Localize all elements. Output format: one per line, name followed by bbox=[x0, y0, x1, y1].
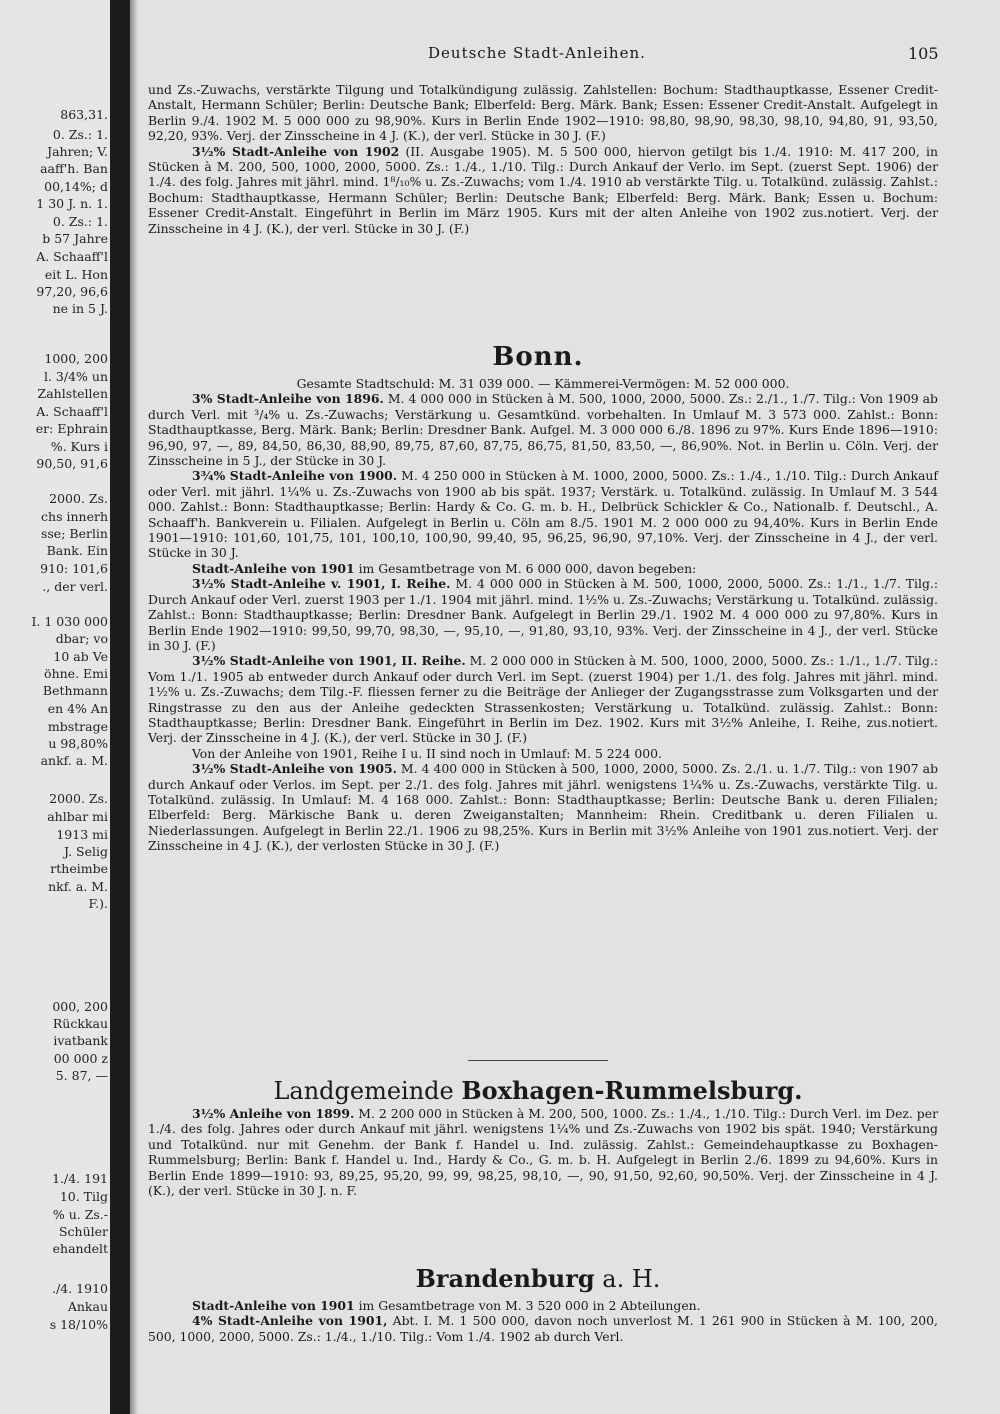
margin-fragment: ankf. a. M. bbox=[40, 753, 108, 768]
paragraph: 3½% Stadt-Anleihe von 1905. M. 4 400 000 in Stücken à 500, 1000, 2000, 5000. Zs. 2./1. u. 1./7. Tilg.: von 1907 ab durch Ankauf oder Verlos. im Sept. per 2./1. des folg. Jahres mit jährl. wenigstens 1¼% u. Zs.-Zuwachs, verstärkte Tilg. u. Totalkünd. zulässig. In Umlauf: M. 4 168 000. Zahlst.: Bonn: Stadthauptkasse; Berlin: Deutsche Bank u. deren Filialen; Elberfeld: Berg. Märkische Bank u. deren Zweiganstalten; Mannheim: Rhein. Creditbank u. deren Filialen u. Niederlassungen. Aufgelegt in Berlin 22./1. 1906 zu 98,25%. Kurs in Berlin mit 3½% Anleihe von 1901 zus.notiert. Verj. der Zinsscheine in 4 J. (K.), der verlosten Stücke in 30 J. (F.) bbox=[148, 761, 938, 854]
paragraph: Von der Anleihe von 1901, Reihe I u. II sind noch in Umlauf: M. 5 224 000. bbox=[192, 745, 662, 761]
margin-fragment: mbstrage bbox=[47, 719, 108, 734]
margin-fragment: ne in 5 J. bbox=[52, 301, 108, 316]
section-divider bbox=[468, 1060, 608, 1061]
margin-fragment: ivatbank bbox=[53, 1033, 108, 1048]
section-heading-brandenburg: Brandenburg a. H. bbox=[415, 1264, 661, 1293]
margin-fragment: ahlbar mi bbox=[47, 809, 108, 824]
page-number: 105 bbox=[908, 44, 939, 63]
margin-fragment: Rückkau bbox=[52, 1016, 108, 1031]
margin-fragment: 5. 87, — bbox=[55, 1068, 108, 1083]
margin-fragment: 863,31. bbox=[60, 107, 108, 122]
margin-fragment: 1 30 J. n. 1. bbox=[36, 196, 108, 211]
margin-fragment: A. Schaaff'l bbox=[36, 404, 108, 419]
margin-fragment: 000, 200 bbox=[52, 999, 108, 1014]
boxhagen-section bbox=[148, 1106, 938, 1198]
section-heading-boxhagen: Landgemeinde Boxhagen-Rummelsburg. bbox=[273, 1076, 803, 1105]
paragraph: 3¾% Stadt-Anleihe von 1900. M. 4 250 000 in Stücken à M. 1000, 2000, 5000. Zs.: 1./4., 1./10. Tilg.: Durch Ankauf oder Verl. mit jährl. 1¼% u. Zs.-Zuwachs von 1900 ab bis spät. 1937; Verstärk. u. Totalkünd. zulässig. In Umlauf M. 3 544 000. Zahlst.: Bonn: Stadthauptkasse; Berlin: Hardy & Co. G. m. b. H., Delbrück Schickler & Co., Nationalb. f. Deutschl., A. Schaaff'h. Bankverein u. Filialen. Aufgelegt in Berlin u. Cöln am 8./5. 1901 M. 2 000 000 zu 94,40%. Kurs in Berlin Ende 1901—1910: 101,60, 101,75, 101, 100,10, 100,90, 99,40, 95, 96,25, 96,90, 97,10%. Verj. der Zinsscheine in 4 J., der verl. Stücke in 30 J. bbox=[148, 468, 938, 561]
loan-title: 3½% Stadt-Anleihe von 1902 bbox=[192, 143, 400, 159]
left-page-strip bbox=[0, 0, 110, 1414]
margin-fragment: % u. Zs.- bbox=[52, 1207, 108, 1222]
margin-fragment: Jahren; V. bbox=[47, 144, 108, 159]
margin-fragment: Bank. Ein bbox=[46, 543, 108, 558]
loan-title: Stadt-Anleihe von 1901 bbox=[192, 560, 355, 576]
margin-fragment: I. 1 030 000 bbox=[31, 614, 108, 629]
margin-fragment: en 4% An bbox=[47, 701, 108, 716]
margin-fragment: %. Kurs i bbox=[50, 439, 108, 454]
margin-fragment: 2000. Zs. bbox=[49, 791, 108, 806]
margin-fragment: rtheimbe bbox=[50, 861, 108, 876]
margin-fragment: u 98,80% bbox=[48, 736, 108, 751]
margin-fragment: A. Schaaff'l bbox=[36, 249, 108, 264]
margin-fragment: aaff'h. Ban bbox=[40, 161, 108, 176]
margin-fragment: 10. Tilg bbox=[59, 1189, 108, 1204]
margin-fragment: Schüler bbox=[58, 1224, 108, 1239]
bonn-summary: Gesamte Stadtschuld: M. 31 039 000. — Kämmerei-Vermögen: M. 52 000 000. bbox=[296, 376, 790, 391]
margin-fragment: J. Selig bbox=[64, 844, 108, 859]
loan-title: 3½% Stadt-Anleihe von 1901, II. Reihe. bbox=[192, 653, 466, 669]
paragraph: 3½% Stadt-Anleihe von 1902 (II. Ausgabe 1905). M. 5 500 000, hiervon getilgt bis 1./4. 1910: M. 417 200, in Stücken à M. 200, 500, 1000, 2000, 5000. Zs.: 1./4., 1./10. Tilg.: Durch Ankauf der Verlo. im Sept. (zuerst Sept. 1906) der 1./4. des folg. Jahres mit jährl. mind. 1⁸/₁₀% u. Zs.-Zuwachs; vom 1./4. 1910 ab verstärkte Tilg. u. Totalkünd. zulässig. Zahlst.: Bochum: Stadthauptkasse, Hermann Schüler; Berlin: Deutsche Bank; Elberfeld: Berg. Märk. Bank; Essen u. Bochum: Essener Credit-Anstalt. Eingeführt in Berlin im März 1905. Kurs mit der alten Anleihe von 1902 zus.notiert. Verj. der Zinsscheine in 4 J. (K.), der verl. Stücke in 30 J. (F.) bbox=[148, 143, 938, 236]
margin-fragment: ./4. 1910 bbox=[52, 1281, 108, 1296]
margin-fragment: nkf. a. M. bbox=[48, 879, 108, 894]
margin-fragment: 2000. Zs. bbox=[49, 491, 108, 506]
margin-fragment: 1000, 200 bbox=[44, 351, 108, 366]
book-binding bbox=[110, 0, 130, 1414]
paragraph: 3½% Anleihe von 1899. M. 2 200 000 in Stücken à M. 200, 500, 1000. Zs.: 1./4., 1./10. Tilg.: Durch Verl. im Dez. per 1./4. des folg. Jahres oder durch Ankauf mit jährl. wenigstens 1¼% und Zs.-Zuwachs von 1902 bis spät. 1940; Verstärkung und Totalkünd. nur mit Genehm. der Bank f. Handel u. Ind. zulässig. Zahlst.: Gemeindehauptkasse zu Boxhagen-Rummelsburg; Berlin: Bank f. Handel u. Ind., Hardy & Co., G. m. b. H. Aufgelegt in Berlin 2./6. 1899 zu 94,60%. Kurs in Berlin Ende 1899—1910: 93, 89,25, 95,20, 99, 99, 98,25, 98,10, —, 90, 91,50, 92,60, 90,50%. Verj. der Zinsscheine in 4 J. (K.), der verl. Stücke in 30 J. n. F. bbox=[148, 1106, 938, 1199]
margin-fragment: 10 ab Ve bbox=[53, 649, 108, 664]
paragraph: 3% Stadt-Anleihe von 1896. M. 4 000 000 in Stücken à M. 500, 1000, 2000, 5000. Zs.: 2./1., 1./7. Tilg.: Von 1909 ab durch Verl. mit ³/₄% u. Zs.-Zuwachs; Verstärkung u. Gesamtkünd. vorbehalten. In Umlauf M. 3 573 000. Zahlst.: Bonn: Stadthauptkasse, Berg. Märk. Bank; Berlin: Dresdner Bank. Aufgel. M. 3 000 000 6./8. 1896 zu 97%. Kurs Ende 1896—1910: 96,90, 97, —, 89, 84,50, 86,30, 88,90, 89,75, 87,60, 87,75, 86,75, 81,50, 83,50, —, 86,90%. Not. in Berlin u. Cöln. Verj. der Zinsscheine in 5 J., der Stücke in 30 J. bbox=[148, 391, 938, 469]
loan-title: 3½% Stadt-Anleihe v. 1901, I. Reihe. bbox=[192, 576, 451, 592]
paragraph: 3½% Stadt-Anleihe von 1901, II. Reihe. M. 2 000 000 in Stücken à M. 500, 1000, 2000, 5000. Zs.: 1./1., 1./7. Tilg.: Vom 1./1. 1905 ab entweder durch Ankauf oder durch Verl. im Sept. (zuerst 1904) per 1./1. des folg. Jahres mit jährl. mind. 1½% u. Zs.-Zuwachs; dem Tilg.-F. fliessen ferner zu die Beiträge der Anlieger der Zugangsstrasse zum Volksgarten und der Ringstrasse zu den aus der Anleihe gedeckten Strassenkosten; Verstärkung u. Totalkünd. zulässig. Zahlst.: Bonn: Stadthauptkasse; Berlin: Dresdner Bank. Eingeführt in Berlin im Dez. 1902. Kurs mit 3½% Anleihe, I. Reihe, zus.notiert. Verj. der Zinsscheine in 4 J. (K.), der verl. Stücke in 30 J. (F.) bbox=[148, 653, 938, 746]
page bbox=[138, 0, 1000, 1414]
margin-fragment: Ankau bbox=[67, 1299, 108, 1314]
paragraph: Stadt-Anleihe von 1901 im Gesamtbetrage von M. 6 000 000, davon begeben: bbox=[192, 560, 697, 576]
bochum-continuation bbox=[148, 82, 938, 236]
margin-fragment: ehandelt bbox=[52, 1241, 108, 1256]
margin-fragment: dbar; vo bbox=[55, 631, 108, 646]
brandenburg-section bbox=[148, 1298, 938, 1344]
bonn-section bbox=[148, 376, 938, 854]
paragraph: 4% Stadt-Anleihe von 1901, Abt. I. M. 1 500 000, davon noch unverlost M. 1 261 900 in Stücken à M. 100, 200, 500, 1000, 2000, 5000. Zs.: 1./4., 1./10. Tilg.: Vom 1./4. 1902 ab durch Verl. bbox=[148, 1313, 938, 1344]
margin-fragment: chs innerh bbox=[41, 509, 108, 524]
margin-fragment: 90,50, 91,6 bbox=[36, 456, 108, 471]
loan-title: 4% Stadt-Anleihe von 1901, bbox=[192, 1313, 388, 1329]
margin-fragment: Zahlstellen bbox=[37, 386, 108, 401]
paragraph: und Zs.-Zuwachs, verstärkte Tilgung und Totalkündigung zulässig. Zahlstellen: Bochum: Stadthauptkasse, Essener Credit-Anstalt, Hermann Schüler; Berlin: Deutsche Bank; Elberfeld: Berg. Märk. Bank; Essen: Essener Credit-Anstalt. Aufgelegt in Berlin 9./4. 1902 M. 5 000 000 zu 98,90%. Kurs in Berlin Ende 1902—1910: 98,80, 98,90, 98,30, 98,10, 94,80, 91, 93,50, 92,20, 93%. Verj. der Zinsscheine in 4 J. (K.), der verl. Stücke in 30 J. (F.) bbox=[148, 82, 938, 144]
margin-fragment: 00,14%; d bbox=[44, 179, 108, 194]
margin-fragment: 00 000 z bbox=[53, 1051, 108, 1066]
margin-fragment: s 18/10% bbox=[49, 1317, 108, 1332]
paragraph: 3½% Stadt-Anleihe v. 1901, I. Reihe. M. 4 000 000 in Stücken à M. 500, 1000, 2000, 5000. Zs.: 1./1., 1./7. Tilg.: Durch Ankauf oder Verl. zuerst 1903 per 1./1. 1904 mit jährl. mind. 1½% u. Zs.-Zuwachs; Verstärkung u. Totalkünd. zulässig. Zahlst.: Bonn: Stadthauptkasse; Berlin: Dresdner Bank. Aufgelegt in Berlin 29./1. 1902 M. 4 000 000 zu 97,80%. Kurs in Berlin Ende 1902—1910: 99,50, 99,70, 98,30, —, 95,10, —, 91,80, 93,10, 93%. Verj. der Zinsscheine in 4 J., der verl. Stücke in 30 J. (F.) bbox=[148, 576, 938, 653]
margin-fragment: sse; Berlin bbox=[40, 526, 108, 541]
margin-fragment: eit L. Hon bbox=[44, 267, 108, 282]
margin-fragment: 1./4. 191 bbox=[52, 1171, 108, 1186]
loan-title: 3½% Anleihe von 1899. bbox=[192, 1106, 355, 1121]
binding-shadow bbox=[130, 0, 138, 1414]
loan-title: 3½% Stadt-Anleihe von 1905. bbox=[192, 761, 397, 777]
margin-fragment: er: Ephrain bbox=[35, 421, 108, 436]
margin-fragment: 910: 101,6 bbox=[40, 561, 108, 576]
loan-title: 3% Stadt-Anleihe von 1896. bbox=[192, 391, 384, 407]
margin-fragment: F.). bbox=[88, 896, 108, 911]
header-title: Deutsche Stadt-Anleihen. bbox=[428, 44, 646, 62]
margin-fragment: l. 3/4% un bbox=[43, 369, 108, 384]
margin-fragment: Bethmann bbox=[42, 683, 108, 698]
margin-fragment: 0. Zs.: 1. bbox=[52, 127, 108, 142]
margin-fragment: 1913 mi bbox=[56, 827, 108, 842]
paragraph: Stadt-Anleihe von 1901 im Gesamtbetrage von M. 3 520 000 in 2 Abteilungen. bbox=[192, 1298, 701, 1313]
margin-fragment: öhne. Emi bbox=[44, 666, 108, 681]
loan-title: 3¾% Stadt-Anleihe von 1900. bbox=[192, 468, 398, 484]
margin-fragment: 97,20, 96,6 bbox=[36, 284, 108, 299]
margin-fragment: 0. Zs.: 1. bbox=[52, 214, 108, 229]
loan-title: Stadt-Anleihe von 1901 bbox=[192, 1298, 355, 1313]
section-heading-bonn: Bonn. bbox=[492, 342, 584, 372]
margin-fragment: b 57 Jahre bbox=[42, 231, 108, 246]
margin-fragment: ., der verl. bbox=[42, 579, 108, 594]
